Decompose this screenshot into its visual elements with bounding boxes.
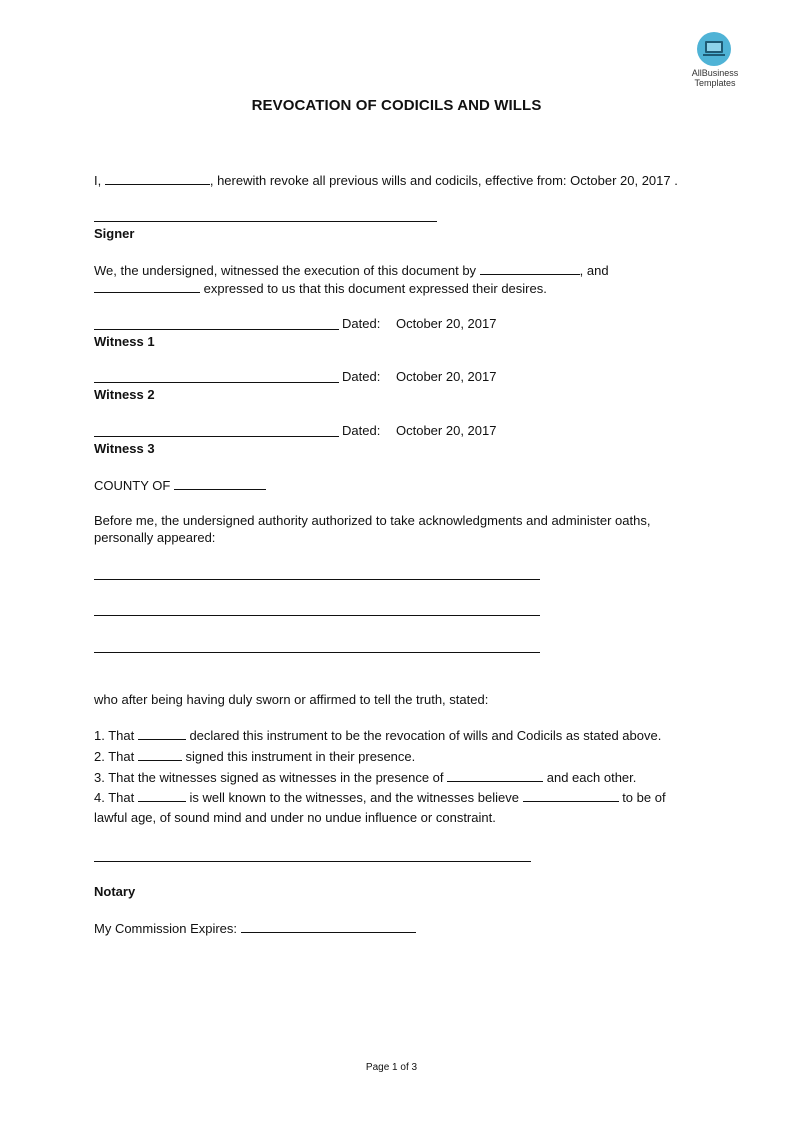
signer-signature-line[interactable] (94, 221, 437, 222)
notary-signature-line[interactable] (94, 861, 531, 862)
allbusiness-logo (688, 32, 742, 92)
commission-line: My Commission Expires: (94, 920, 416, 937)
appeared-name-line-1[interactable] (94, 579, 540, 580)
witness-3-dated-label: Dated: (342, 423, 381, 438)
witness-2-dated-label: Dated: (342, 369, 381, 384)
effective-date: October 20, 2017 (570, 173, 671, 188)
county-line: COUNTY OF (94, 477, 266, 494)
signer-label: Signer (94, 226, 135, 241)
statement-3-blank[interactable] (447, 769, 543, 782)
intro-line: I, , herewith revoke all previous wills and codicils, effective from: October 20, 2017 . (94, 173, 678, 188)
laptop-icon (697, 32, 731, 66)
statement-2: 2. That signed this instrument in their presence. (94, 749, 416, 764)
statement-2-blank[interactable] (138, 748, 182, 761)
commission-expiry-blank[interactable] (241, 920, 416, 933)
witness-paragraph-line1: We, the undersigned, witnessed the execution of this document by , and (94, 263, 609, 278)
witness-paragraph-line2: expressed to us that this document expressed their desires. (94, 280, 547, 297)
before-me-line1: Before me, the undersigned authority authorized to take acknowledgments and administer oaths, (94, 513, 651, 528)
witness-1-signature-line[interactable] (94, 329, 339, 330)
declarant-blank[interactable] (94, 280, 200, 293)
witness-2-date: October 20, 2017 (396, 369, 497, 384)
statement-4-continued: lawful age, of sound mind and under no undue influence or constraint. (94, 810, 496, 825)
witness-3-signature-line[interactable] (94, 436, 339, 437)
statement-1-blank[interactable] (138, 727, 186, 740)
before-me-line2: personally appeared: (94, 530, 216, 545)
appeared-name-line-2[interactable] (94, 615, 540, 616)
statement-3: 3. That the witnesses signed as witnesses in the presence of and each other. (94, 770, 637, 785)
witness-2-signature-line[interactable] (94, 382, 339, 383)
name-blank[interactable] (105, 172, 210, 185)
notary-label: Notary (94, 884, 136, 899)
witness-3-date: October 20, 2017 (396, 423, 497, 438)
document-title: REVOCATION OF CODICILS AND WILLS (251, 97, 542, 114)
appeared-name-line-3[interactable] (94, 652, 540, 653)
witness-3-label: Witness 3 (94, 441, 155, 456)
witness-1-dated-label: Dated: (342, 316, 381, 331)
testator-blank[interactable] (480, 262, 580, 275)
county-blank[interactable] (174, 477, 266, 490)
page-number: Page 1 of 3 (365, 1062, 418, 1073)
statement-4-blank-2[interactable] (523, 789, 619, 802)
witness-1-date: October 20, 2017 (396, 316, 497, 331)
logo-text: AllBusiness Templates (691, 68, 739, 88)
witness-1-label: Witness 1 (94, 334, 155, 349)
witness-2-label: Witness 2 (94, 387, 155, 402)
statement-1: 1. That declared this instrument to be the revocation of wills and Codicils as stated above. (94, 728, 662, 743)
statement-4-blank-1[interactable] (138, 789, 186, 802)
sworn-text: who after being having duly sworn or affirmed to tell the truth, stated: (94, 692, 489, 707)
statement-4: 4. That is well known to the witnesses, and the witnesses believe to be of (94, 790, 666, 805)
